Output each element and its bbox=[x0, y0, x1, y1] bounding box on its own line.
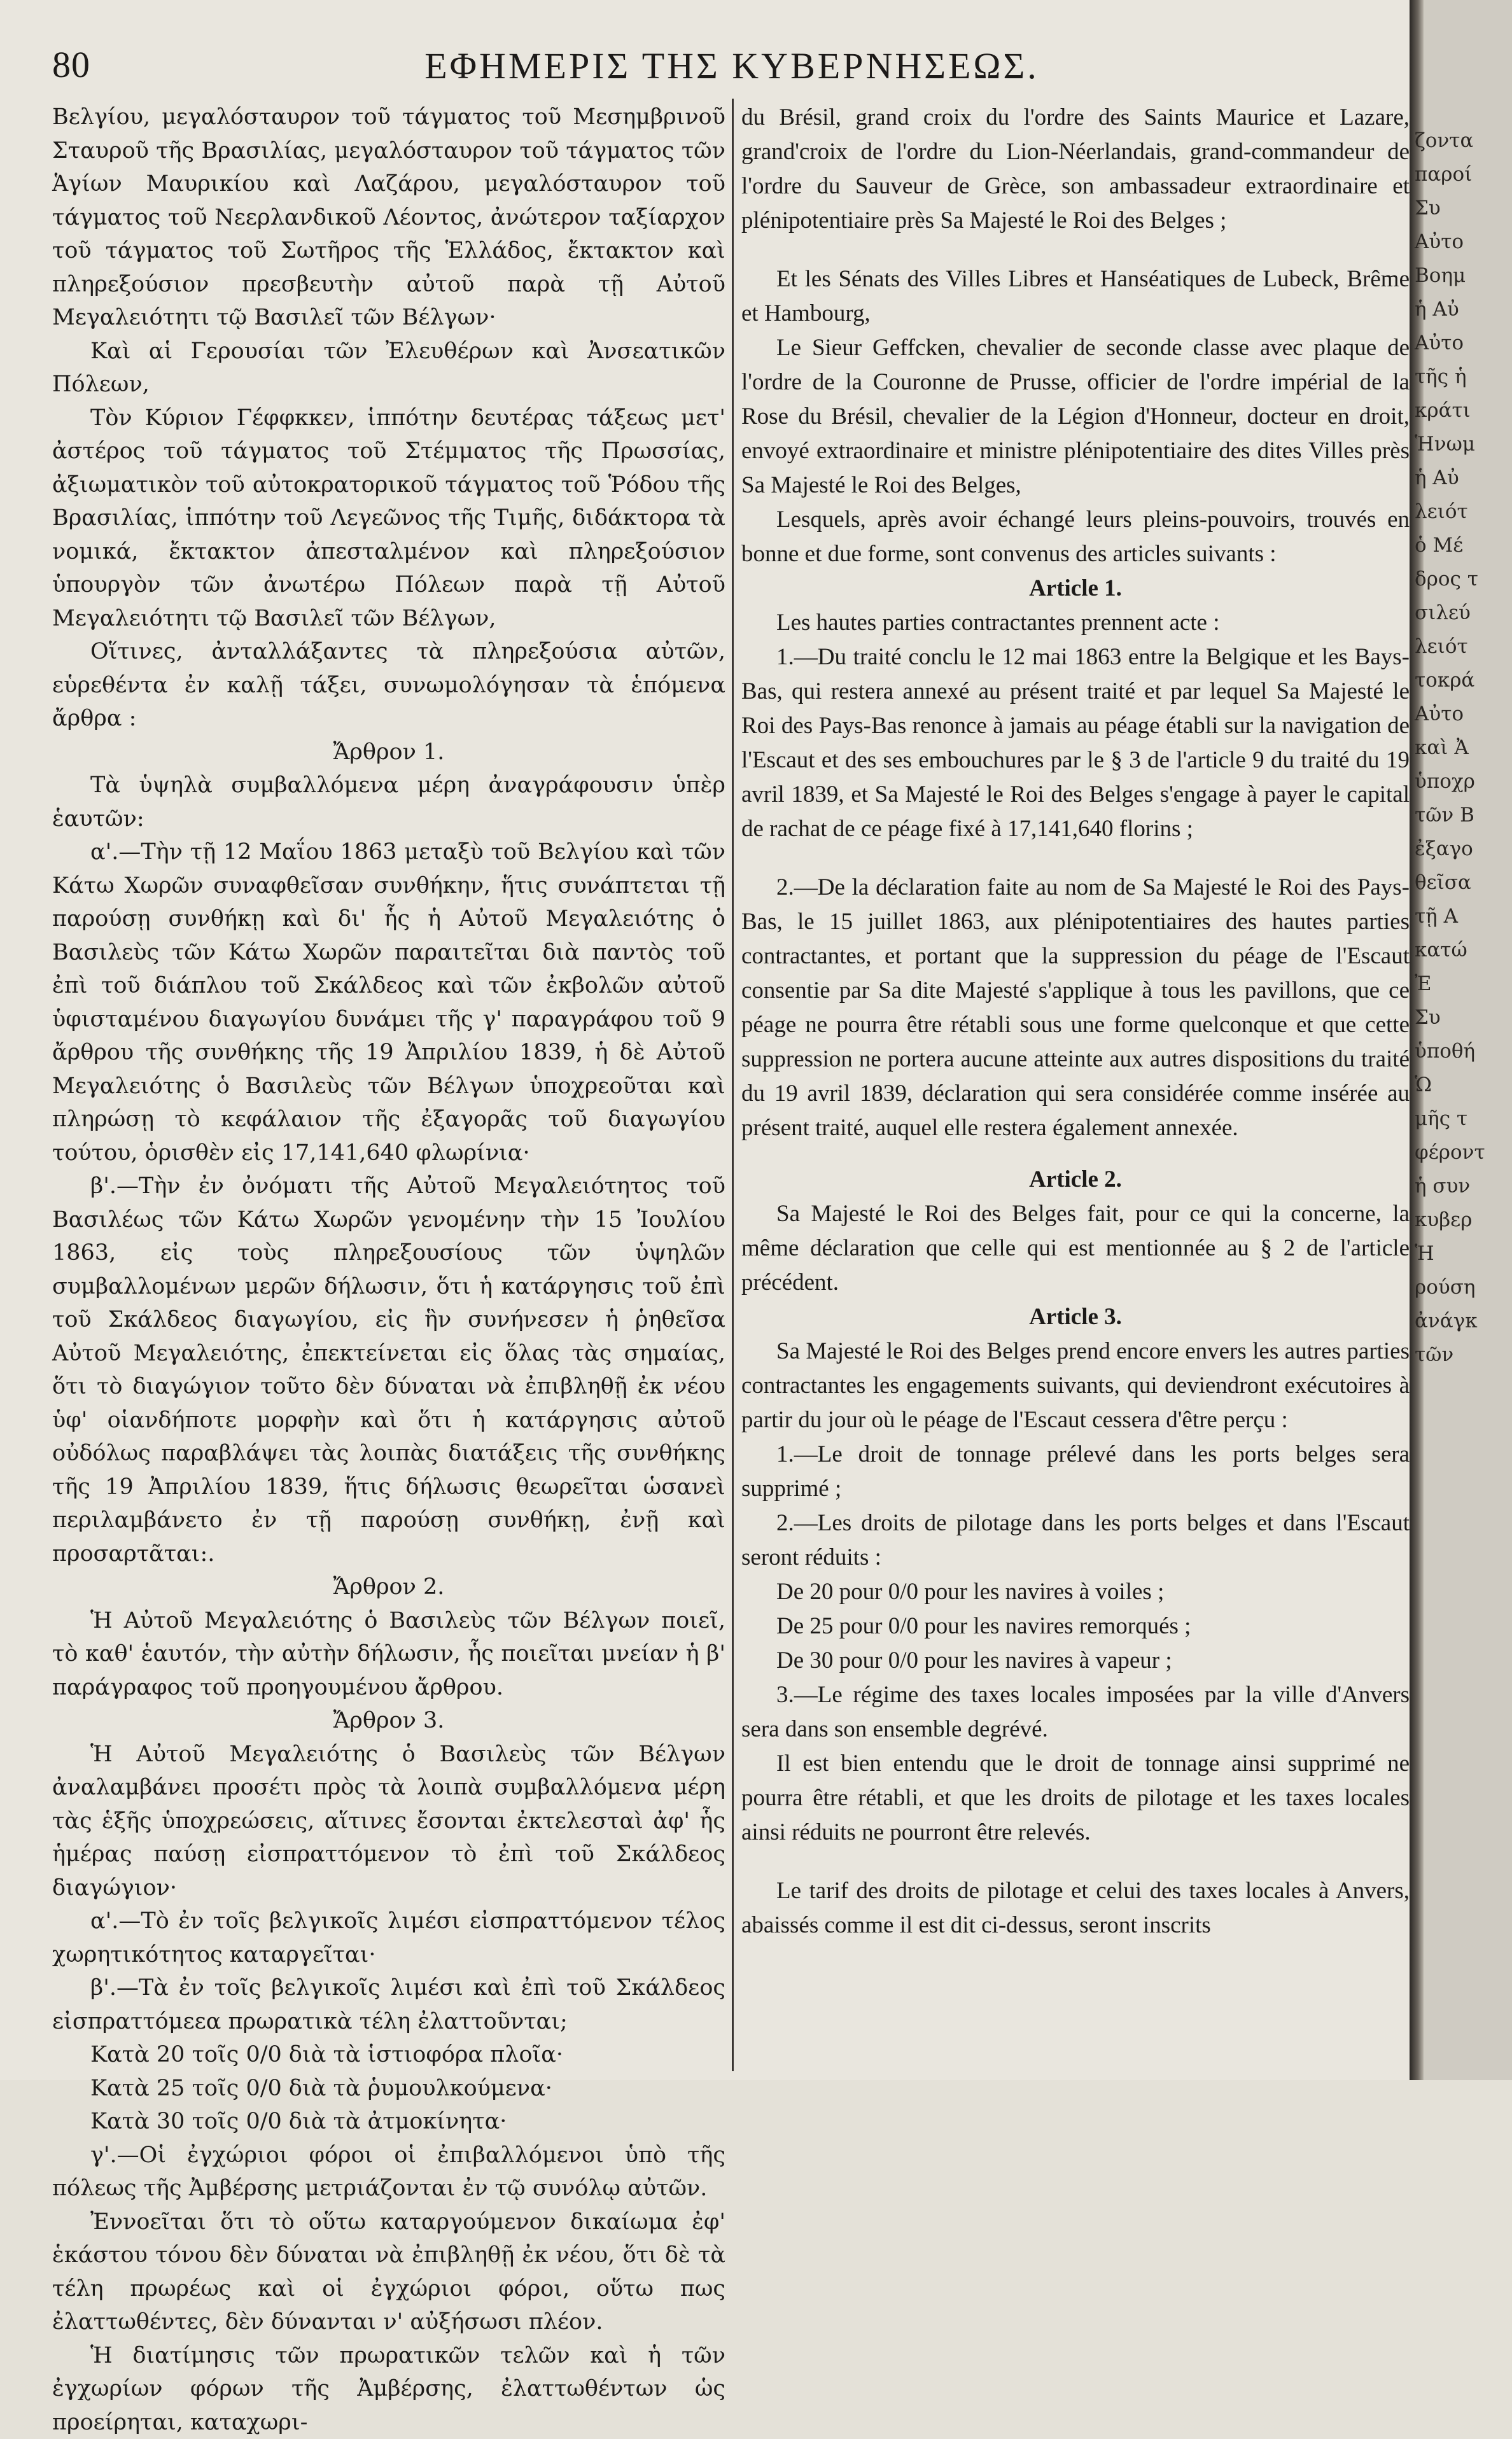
facing-page-fragment: λειότ bbox=[1415, 495, 1510, 529]
facing-page-fragment: Ἡ bbox=[1415, 1237, 1510, 1271]
facing-page-fragment: Αὐτο bbox=[1415, 697, 1510, 731]
facing-page-fragment: τῶν bbox=[1415, 1338, 1510, 1372]
greek-paragraph: α'.—Τὸ ἐν τοῖς βελγικοῖς λιμέσι εἰσπραττόμενον τέλος χωρητικότητος καταργεῖται· bbox=[52, 1904, 725, 1971]
french-paragraph: Sa Majesté le Roi des Belges fait, pour ce qui la concerne, la même déclaration que celle qui est mentionnée au § 2 de l'article précédent. bbox=[741, 1197, 1410, 1300]
facing-page-fragment: τῆς ἡ bbox=[1415, 360, 1510, 394]
french-paragraph: Le tarif des droits de pilotage et celui des taxes locales à Anvers, abaissés comme il est dit ci-dessus, seront inscrits bbox=[741, 1874, 1410, 1943]
facing-page-fragment: θεῖσα bbox=[1415, 866, 1510, 900]
facing-page-edge bbox=[1410, 0, 1512, 2080]
facing-page-fragment: καὶ Ἀ bbox=[1415, 731, 1510, 765]
facing-page-fragment: Ἐ bbox=[1415, 967, 1510, 1001]
facing-page-fragment: ὁ Μέ bbox=[1415, 529, 1510, 563]
facing-page-fragment: τῶν Β bbox=[1415, 799, 1510, 832]
french-paragraph: 3.—Le régime des taxes locales imposées par la ville d'Anvers sera dans son ensemble degrévé. bbox=[741, 1678, 1410, 1747]
facing-page-fragment: ἀνάγκ bbox=[1415, 1304, 1510, 1338]
greek-paragraph: Τὰ ὑψηλὰ συμβαλλόμενα μέρη ἀναγράφουσιν ὑπὲρ ἑαυτῶν: bbox=[52, 769, 725, 835]
column-rule bbox=[732, 99, 734, 2071]
greek-paragraph: Ἡ Αὐτοῦ Μεγαλειότης ὁ Βασιλεὺς τῶν Βέλγων ἀναλαμβάνει προσέτι πρὸς τὰ λοιπὰ συμβαλλόμενα μέρη τὰς ἑξῆς ὑποχρεώσεις, αἵτινες ἔσονται ἐκτελεσταὶ ἀφ' ἧς ἡμέρας παύσῃ εἰσπραττόμενον τὸ ἐπὶ τοῦ Σκάλδεος διαγώγιον· bbox=[52, 1738, 725, 1905]
facing-page-fragment: τῇ Α bbox=[1415, 900, 1510, 933]
greek-paragraph: α'.—Τὴν τῇ 12 Μαΐου 1863 μεταξὺ τοῦ Βελγίου καὶ τῶν Κάτω Χωρῶν συναφθεῖσαν συνθήκην, ἥτις συνάπτεται τῇ παρούσῃ συνθήκῃ καὶ δι' ἧς ἡ Αὐτοῦ Μεγαλειότης ὁ Βασιλεὺς τῶν Κάτω Χωρῶν παραιτεῖται διὰ παντὸς τοῦ ἐπὶ τοῦ διάπλου τοῦ Σκάλδεος καὶ τῶν ἐκβολῶν αὐτοῦ ὑφισταμένου διαγωγίου δυνάμει τῆς γ' παραγράφου τοῦ 9 ἄρθρου τῆς συνθήκης τῆς 19 Ἀπριλίου 1839, ἡ δὲ Αὐτοῦ Μεγαλειότης ὁ Βασιλεὺς τῶν Βέλγων ὑποχρεοῦται καὶ πληρώσῃ τὸ κεφάλαιον τῆς ἐξαγορᾶς τοῦ διαγωγίου τούτου, ὁρισθὲν εἰς 17,141,640 φλωρίνια· bbox=[52, 835, 725, 1170]
facing-page-fragment: ἡ Αὐ bbox=[1415, 461, 1510, 495]
french-list-item: De 30 pour 0/0 pour les navires à vapeur ; bbox=[741, 1644, 1410, 1678]
french-paragraph: 2.—De la déclaration faite au nom de Sa Majesté le Roi des Pays-Bas, le 15 juillet 1863, aux plénipotentiaires des hautes parties contractantes, et portant que la suppression du péage de l'Escaut consentie par Sa dite Majesté s'applique à tous les pavillons, que ce péage ne pourra être rétabli sous une forme quelconque et que cette suppression ne portera aucune atteinte aux autres dispositions du traité du 19 avril 1839, déclaration qui sera considérée comme insérée au présent traité, auquel elle restera également annexée. bbox=[741, 870, 1410, 1145]
french-paragraph: 2.—Les droits de pilotage dans les ports belges et dans l'Escaut seront réduits : bbox=[741, 1506, 1410, 1575]
facing-page-fragment: φέροντ bbox=[1415, 1136, 1510, 1170]
facing-page-fragment: ὑποχρ bbox=[1415, 765, 1510, 799]
facing-page-fragment: Συ bbox=[1415, 1001, 1510, 1035]
french-paragraph: 1.—Du traité conclu le 12 mai 1863 entre la Belgique et les Bays-Bas, qui restera annexé au présent traité et par lequel Sa Majesté le Roi des Pays-Bas renonce à jamais au péage établi sur la navigation de l'Escaut et des ses embouchures par le § 3 de l'article 9 du traité du 19 avril 1839, et Sa Majesté le Roi des Belges s'engage à payer le capital de rachat de ce péage fixé à 17,141,640 florins ; bbox=[741, 640, 1410, 846]
french-column bbox=[741, 101, 1410, 2073]
facing-page-fragment: δρος τ bbox=[1415, 563, 1510, 596]
facing-page-fragment: ἡ Αὐ bbox=[1415, 293, 1510, 326]
facing-page-fragment: μῆς τ bbox=[1415, 1102, 1510, 1136]
facing-page-fragment: Ὡ bbox=[1415, 1068, 1510, 1102]
greek-paragraph: Τὸν Κύριον Γέφφκκεν, ἱππότην δευτέρας τάξεως μετ' ἀστέρος τοῦ τάγματος τοῦ Στέμματος τῆς Πρωσσίας, ἀξιωματικὸν τοῦ αὐτοκρατορικοῦ τάγματος τοῦ Ῥόδου τῆς Βρασιλίας, ἱππότην τοῦ Λεγεῶνος τῆς Τιμῆς, διδάκτορα τὰ νομικά, ἔκτακτον ἀπεσταλμένον καὶ πληρεξούσιον ὑπουργὸν τῶν ἀνωτέρω Πόλεων παρὰ τῇ Αὐτοῦ Μεγαλειότητι τῷ Βασιλεῖ τῶν Βέλγων, bbox=[52, 402, 725, 636]
facing-page-fragment: ζοντα bbox=[1415, 124, 1510, 158]
french-list-item: De 20 pour 0/0 pour les navires à voiles ; bbox=[741, 1575, 1410, 1609]
greek-article-heading: Ἄρθρον 1. bbox=[52, 736, 725, 769]
facing-page-fragment: ἐξαγο bbox=[1415, 832, 1510, 866]
facing-page-fragment: κράτι bbox=[1415, 394, 1510, 428]
facing-page-fragment: τοκρά bbox=[1415, 664, 1510, 697]
facing-page-fragment: Αὐτο bbox=[1415, 326, 1510, 360]
french-list-item: De 25 pour 0/0 pour les navires remorqués ; bbox=[741, 1609, 1410, 1644]
facing-page-fragment: Αὐτο bbox=[1415, 225, 1510, 259]
greek-column bbox=[52, 101, 725, 2073]
french-paragraph: 1.—Le droit de tonnage prélevé dans les ports belges sera supprimé ; bbox=[741, 1437, 1410, 1506]
french-article-heading: Article 1. bbox=[741, 571, 1410, 606]
facing-page-fragment: παροί bbox=[1415, 158, 1510, 192]
greek-article-heading: Ἄρθρον 3. bbox=[52, 1704, 725, 1738]
french-article-heading: Article 3. bbox=[741, 1300, 1410, 1334]
facing-page-fragment: ὑποθή bbox=[1415, 1035, 1510, 1068]
page-number: 80 bbox=[52, 43, 90, 86]
page-header bbox=[0, 31, 1410, 94]
french-paragraph: Et les Sénats des Villes Libres et Hanséatiques de Lubeck, Brême et Hambourg, bbox=[741, 262, 1410, 331]
greek-paragraph: β'.—Τὴν ἐν ὀνόματι τῆς Αὐτοῦ Μεγαλειότητος τοῦ Βασιλέως τῶν Κάτω Χωρῶν γενομένην τὴν 15 Ἰουλίου 1863, εἰς τοὺς πληρεξουσίους τῶν ὑψηλῶν συμβαλλομένων μερῶν δήλωσιν, ὅτι ἡ κατάργησις τοῦ ἐπὶ τοῦ Σκάλδεος διαγωγίου, εἰς ἣν συνήνεσεν ἡ ῥηθεῖσα Αὐτοῦ Μεγαλειότης, ἐπεκτείνεται εἰς ὅλας τὰς σημαίας, ὅτι τὸ διαγώγιον τοῦτο δὲν δύναται νὰ ἐπιβληθῇ ἐκ νέου ὑφ' οἱανδήποτε μορφὴν καὶ ὅτι ἡ κατάργησις αὐτοῦ οὐδόλως παραβλάψει τὰς λοιπὰς διατάξεις τῆς συνθήκης τῆς 19 Ἀπριλίου 1839, ἥτις δήλωσις θεωρεῖται ὡσανεὶ περιλαμβάνετο ἐν τῇ παρούσῃ συνθήκῃ, ἐνῇ καὶ προσαρτᾶται:. bbox=[52, 1170, 725, 1570]
greek-paragraph: Βελγίου, μεγαλόσταυρον τοῦ τάγματος τοῦ Μεσημβρινοῦ Σταυροῦ τῆς Βρασιλίας, μεγαλόσταυρον τοῦ τάγματος τῶν Ἁγίων Μαυρικίου καὶ Λαζάρου, μεγαλόσταυρον τοῦ τάγματος τοῦ Νεερλανδικοῦ Λέοντος, ἀνώτερον ταξίαρχον τοῦ τάγματος τοῦ Σωτῆρος τῆς Ἑλλάδος, ἔκτακτον καὶ πληρεξούσιον πρεσβευτὴν αὐτοῦ παρὰ τῇ Αὐτοῦ Μεγαλειότητι τῷ Βασιλεῖ τῶν Βέλγων· bbox=[52, 101, 725, 335]
facing-page-fragment: λειότ bbox=[1415, 630, 1510, 664]
facing-page-fragment: ἡ συν bbox=[1415, 1170, 1510, 1203]
greek-paragraph: γ'.—Οἱ ἐγχώριοι φόροι οἱ ἐπιβαλλόμενοι ὑπὸ τῆς πόλεως τῆς Ἀμβέρσης μετριάζονται ἐν τῷ συνόλῳ αὐτῶν. bbox=[52, 2139, 725, 2205]
greek-paragraph: Καὶ αἱ Γερουσίαι τῶν Ἐλευθέρων καὶ Ἀνσεατικῶν Πόλεων, bbox=[52, 335, 725, 402]
facing-page-fragment: Συ bbox=[1415, 192, 1510, 225]
greek-list-item: Κατὰ 30 τοῖς 0/0 διὰ τὰ ἀτμοκίνητα· bbox=[52, 2105, 725, 2139]
facing-page-fragment: Βοημ bbox=[1415, 259, 1510, 293]
greek-paragraph: Ἐννοεῖται ὅτι τὸ οὕτω καταργούμενον δικαίωμα ἐφ' ἑκάστου τόνου δὲν δύναται νὰ ἐπιβληθῇ ἐκ νέου, ὅτι δὲ τὰ τέλη πρωρέως καὶ οἱ ἐγχώριοι φόροι, οὕτω πως ἐλαττωθέντες, δὲν δύνανται ν' αὐξήσωσι πλέον. bbox=[52, 2205, 725, 2339]
french-paragraph: Les hautes parties contractantes prennent acte : bbox=[741, 606, 1410, 640]
facing-page-fragment: κυβερ bbox=[1415, 1203, 1510, 1237]
french-paragraph: Sa Majesté le Roi des Belges prend encore envers les autres parties contractantes les engagements suivants, qui deviendront exécutoires à partir du jour où le péage de l'Escaut cessera d'être perçu : bbox=[741, 1334, 1410, 1437]
facing-page-fragments bbox=[1415, 124, 1510, 1372]
greek-article-heading: Ἄρθρον 2. bbox=[52, 1570, 725, 1604]
french-article-heading: Article 2. bbox=[741, 1163, 1410, 1197]
facing-page-fragment: σιλεύ bbox=[1415, 596, 1510, 630]
greek-paragraph: β'.—Τὰ ἐν τοῖς βελγικοῖς λιμέσι καὶ ἐπὶ τοῦ Σκάλδεος εἰσπραττόμεεα πρωρατικὰ τέλη ἐλαττοῦνται; bbox=[52, 1971, 725, 2038]
greek-paragraph: Οἵτινες, ἀνταλλάξαντες τὰ πληρεξούσια αὐτῶν, εὑρεθέντα ἐν καλῇ τάξει, συνωμολόγησαν τὰ ἑπόμενα ἄρθρα : bbox=[52, 635, 725, 736]
french-paragraph: Le Sieur Geffcken, chevalier de seconde classe avec plaque de l'ordre de la Couronne de Prusse, officier de l'ordre impérial de la Rose du Brésil, chevalier de la Légion d'Honneur, docteur en droit, envoyé extraordinaire et ministre plénipotentiaire des dites Villes près Sa Majesté le Roi des Belges, bbox=[741, 331, 1410, 503]
french-paragraph: Lesquels, après avoir échangé leurs pleins-pouvoirs, trouvés en bonne et due forme, sont convenus des articles suivants : bbox=[741, 503, 1410, 571]
facing-page-fragment: ρούση bbox=[1415, 1271, 1510, 1304]
facing-page-fragment: Ἡνωμ bbox=[1415, 428, 1510, 461]
french-paragraph: du Brésil, grand croix du l'ordre des Saints Maurice et Lazare, grand'croix de l'ordre du Lion-Néerlandais, grand-commandeur de l'ordre du Sauveur de Grèce, son ambassadeur extraordinaire et plénipotentiaire près Sa Majesté le Roi des Belges ; bbox=[741, 101, 1410, 238]
greek-paragraph: Ἡ διατίμησις τῶν πρωρατικῶν τελῶν καὶ ἡ τῶν ἐγχωρίων φόρων τῆς Ἀμβέρσης, ἐλαττωθέντων ὡς προείρηται, καταχωρι- bbox=[52, 2339, 725, 2439]
french-paragraph: Il est bien entendu que le droit de tonnage ainsi supprimé ne pourra être rétabli, et que les droits de pilotage et les taxes locales ainsi réduits ne pourront être relevés. bbox=[741, 1747, 1410, 1850]
greek-list-item: Κατὰ 25 τοῖς 0/0 διὰ τὰ ῥυμουλκούμενα· bbox=[52, 2072, 725, 2106]
greek-paragraph: Ἡ Αὐτοῦ Μεγαλειότης ὁ Βασιλεὺς τῶν Βέλγων ποιεῖ, τὸ καθ' ἑαυτόν, τὴν αὐτὴν δήλωσιν, ἧς ποιεῖται μνείαν ἡ β' παράγραφος τοῦ προηγουμένου ἄρθρου. bbox=[52, 1604, 725, 1705]
running-title: ΕΦΗΜΕΡΙΣ ΤΗΣ ΚΥΒΕΡΝΗΣΕΩΣ. bbox=[414, 45, 1050, 87]
facing-page-fragment: κατώ bbox=[1415, 933, 1510, 967]
greek-list-item: Κατὰ 20 τοῖς 0/0 διὰ τὰ ἱστιοφόρα πλοῖα· bbox=[52, 2038, 725, 2072]
